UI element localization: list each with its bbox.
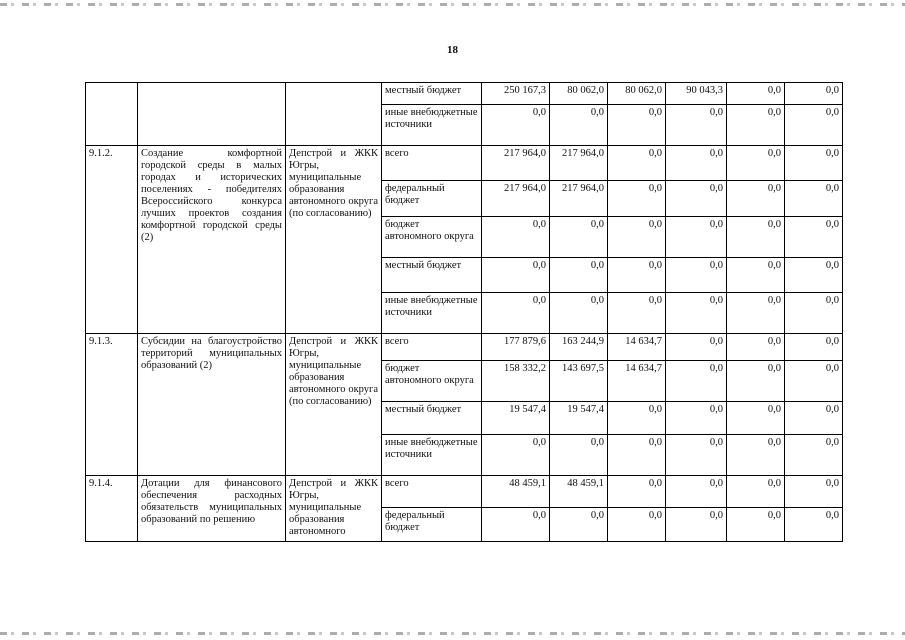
value-cell: 0,0 [482, 258, 550, 293]
value-cell: 0,0 [785, 476, 843, 508]
scan-edge-bottom [0, 632, 905, 635]
value-cell: 14 634,7 [608, 334, 666, 361]
value-cell: 90 043,3 [666, 83, 727, 105]
value-cell: 0,0 [785, 181, 843, 217]
value-cell: 217 964,0 [550, 146, 608, 181]
value-cell: 14 634,7 [608, 361, 666, 402]
value-cell: 0,0 [482, 105, 550, 146]
value-cell: 0,0 [727, 334, 785, 361]
value-cell: 217 964,0 [482, 146, 550, 181]
value-cell: 0,0 [608, 508, 666, 542]
value-cell: 0,0 [666, 334, 727, 361]
value-cell: 80 062,0 [608, 83, 666, 105]
value-cell: 0,0 [785, 293, 843, 334]
source-cell: местный бюджет [382, 258, 482, 293]
value-cell: 0,0 [666, 293, 727, 334]
name-cell: Дотации для финансового обеспечения расходных обязательств муниципальных образований по решению [138, 476, 286, 542]
value-cell: 0,0 [727, 435, 785, 476]
value-cell: 0,0 [727, 293, 785, 334]
executor-cell: Депстрой и ЖКК Югры, муниципальные образования автономного округа (по согласованию) [286, 334, 382, 476]
source-cell: всего [382, 146, 482, 181]
source-cell: федеральный бюджет [382, 508, 482, 542]
value-cell: 177 879,6 [482, 334, 550, 361]
value-cell: 0,0 [608, 105, 666, 146]
value-cell: 0,0 [727, 181, 785, 217]
value-cell: 0,0 [785, 334, 843, 361]
value-cell: 0,0 [666, 146, 727, 181]
value-cell: 0,0 [727, 258, 785, 293]
value-cell: 158 332,2 [482, 361, 550, 402]
value-cell: 0,0 [666, 258, 727, 293]
value-cell: 0,0 [608, 402, 666, 435]
code-cell [86, 83, 138, 146]
value-cell: 0,0 [608, 476, 666, 508]
value-cell: 0,0 [666, 476, 727, 508]
value-cell: 0,0 [727, 217, 785, 258]
code-cell: 9.1.4. [86, 476, 138, 542]
value-cell: 0,0 [666, 435, 727, 476]
source-cell: иные внебюджетные источники [382, 105, 482, 146]
value-cell: 19 547,4 [482, 402, 550, 435]
value-cell: 0,0 [608, 146, 666, 181]
value-cell: 250 167,3 [482, 83, 550, 105]
name-cell [138, 83, 286, 146]
value-cell: 0,0 [550, 258, 608, 293]
table-row [86, 83, 843, 105]
value-cell: 0,0 [727, 105, 785, 146]
value-cell: 0,0 [608, 258, 666, 293]
value-cell: 0,0 [550, 435, 608, 476]
source-cell: местный бюджет [382, 402, 482, 435]
value-cell: 80 062,0 [550, 83, 608, 105]
source-cell: иные внебюджетные источники [382, 293, 482, 334]
source-cell: иные внебюджетные источники [382, 435, 482, 476]
value-cell: 0,0 [727, 508, 785, 542]
budget-table [85, 82, 843, 542]
value-cell: 0,0 [666, 105, 727, 146]
value-cell: 0,0 [666, 402, 727, 435]
value-cell: 0,0 [608, 293, 666, 334]
value-cell: 0,0 [785, 508, 843, 542]
value-cell: 48 459,1 [482, 476, 550, 508]
value-cell: 0,0 [482, 217, 550, 258]
executor-cell: Депстрой и ЖКК Югры, муниципальные образования автономного округа (по согласованию) [286, 146, 382, 334]
value-cell: 0,0 [785, 361, 843, 402]
name-cell: Создание комфортной городской среды в малых городах и исторических поселениях - победителях Всероссийского конкурса лучших проектов создания комфортной городской среды (2) [138, 146, 286, 334]
executor-cell: Депстрой и ЖКК Югры, муниципальные образования автономного [286, 476, 382, 542]
source-cell: местный бюджет [382, 83, 482, 105]
value-cell: 19 547,4 [550, 402, 608, 435]
value-cell: 0,0 [785, 402, 843, 435]
code-cell: 9.1.3. [86, 334, 138, 476]
table-body [86, 83, 843, 542]
value-cell: 0,0 [666, 181, 727, 217]
value-cell: 0,0 [608, 435, 666, 476]
page-number: 18 [447, 44, 458, 56]
value-cell: 0,0 [785, 258, 843, 293]
value-cell: 0,0 [727, 146, 785, 181]
value-cell: 0,0 [550, 293, 608, 334]
value-cell: 0,0 [727, 402, 785, 435]
value-cell: 0,0 [785, 146, 843, 181]
name-cell: Субсидии на благоустройство территорий муниципальных образований (2) [138, 334, 286, 476]
value-cell: 0,0 [727, 361, 785, 402]
value-cell: 0,0 [550, 508, 608, 542]
value-cell: 0,0 [666, 361, 727, 402]
source-cell: бюджет автономного округа [382, 217, 482, 258]
value-cell: 0,0 [785, 217, 843, 258]
value-cell: 143 697,5 [550, 361, 608, 402]
executor-cell [286, 83, 382, 146]
value-cell: 0,0 [785, 105, 843, 146]
table-row [86, 334, 843, 361]
source-cell: всего [382, 334, 482, 361]
value-cell: 163 244,9 [550, 334, 608, 361]
value-cell: 0,0 [550, 105, 608, 146]
value-cell: 0,0 [666, 508, 727, 542]
value-cell: 0,0 [608, 181, 666, 217]
table-row [86, 476, 843, 508]
value-cell: 0,0 [550, 217, 608, 258]
value-cell: 0,0 [482, 435, 550, 476]
scan-edge-top [0, 3, 905, 6]
code-cell: 9.1.2. [86, 146, 138, 334]
source-cell: всего [382, 476, 482, 508]
value-cell: 0,0 [482, 293, 550, 334]
value-cell: 0,0 [785, 83, 843, 105]
source-cell: федеральный бюджет [382, 181, 482, 217]
value-cell: 0,0 [666, 217, 727, 258]
value-cell: 0,0 [608, 217, 666, 258]
table-row [86, 146, 843, 181]
value-cell: 0,0 [727, 83, 785, 105]
value-cell: 217 964,0 [482, 181, 550, 217]
value-cell: 0,0 [727, 476, 785, 508]
value-cell: 0,0 [785, 435, 843, 476]
value-cell: 217 964,0 [550, 181, 608, 217]
value-cell: 48 459,1 [550, 476, 608, 508]
source-cell: бюджет автономного округа [382, 361, 482, 402]
value-cell: 0,0 [482, 508, 550, 542]
